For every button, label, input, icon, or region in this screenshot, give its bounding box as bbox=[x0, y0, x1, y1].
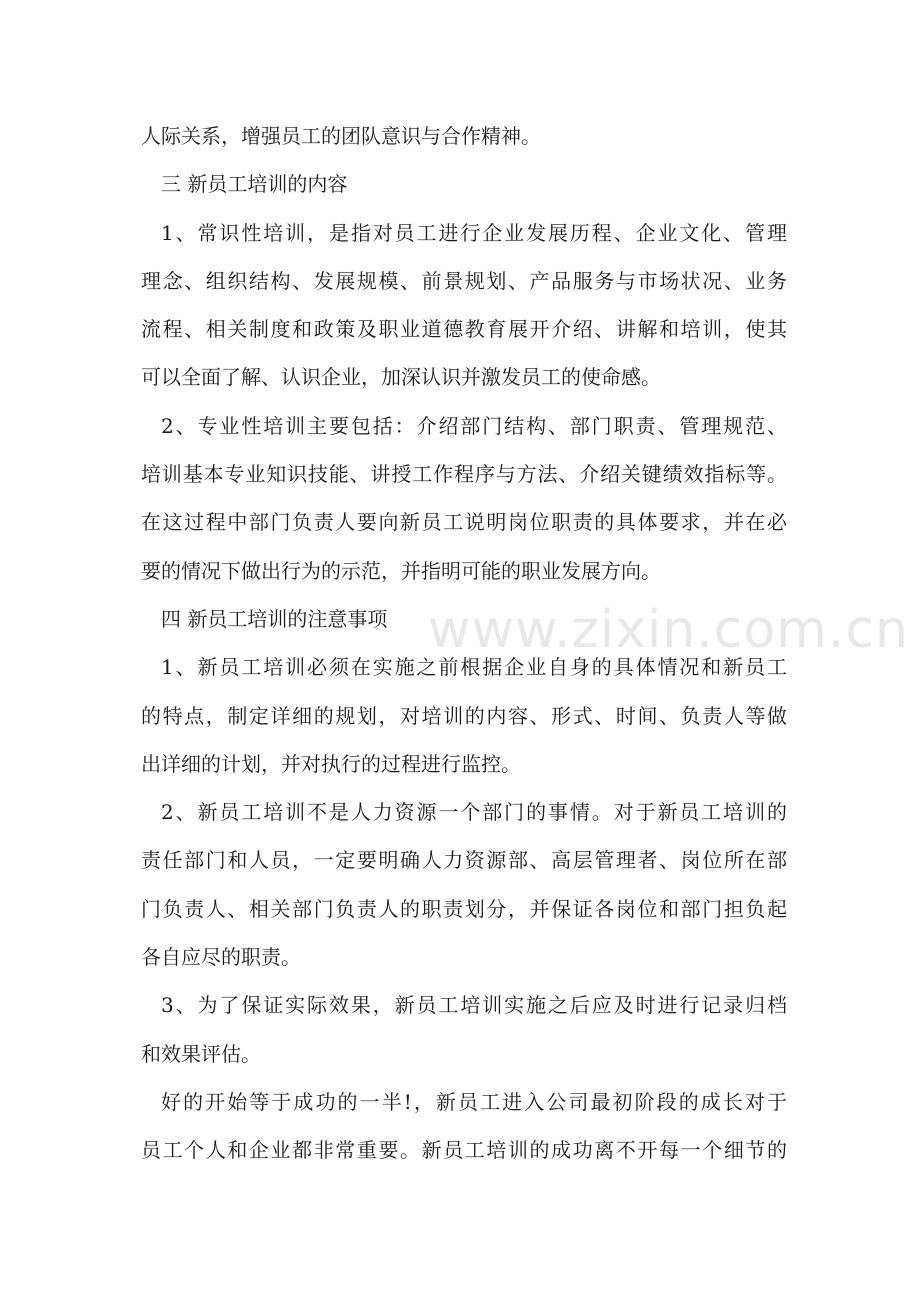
paragraph-line: 理念、组织结构、发展规模、前景规划、产品服务与市场状况、业务 bbox=[141, 268, 787, 293]
document-body bbox=[141, 112, 787, 1175]
paragraph-line: 人际关系，增强员工的团队意识与合作精神。 bbox=[141, 124, 541, 148]
section-heading-content: 三 新员工培训的内容 bbox=[161, 172, 348, 197]
paragraph-line: 员工个人和企业都非常重要。新员工培训的成功离不开每一个细节的 bbox=[141, 1138, 787, 1163]
paragraph-line: 2、新员工培训不是人力资源一个部门的事情。对于新员工培训的 bbox=[161, 800, 787, 825]
paragraph-line: 在这过程中部门负责人要向新员工说明岗位职责的具体要求，并在必 bbox=[141, 510, 787, 535]
paragraph-line: 流程、相关制度和政策及职业道德教育展开介绍、讲解和培训，使其 bbox=[141, 317, 787, 342]
paragraph-line: 的特点，制定详细的规划，对培训的内容、形式、时间、负责人等做 bbox=[141, 703, 787, 728]
paragraph-line: 各自应尽的职责。 bbox=[141, 945, 301, 970]
paragraph-line: 和效果评估。 bbox=[141, 1041, 261, 1066]
paragraph-line: 要的情况下做出行为的示范，并指明可能的职业发展方向。 bbox=[141, 558, 661, 583]
site-watermark: www.zixin.com.cn bbox=[428, 600, 909, 660]
paragraph-line: 1、常识性培训，是指对员工进行企业发展历程、企业文化、管理 bbox=[161, 220, 787, 245]
paragraph-line: 2、专业性培训主要包括：介绍部门结构、部门职责、管理规范、 bbox=[161, 413, 787, 438]
paragraph-line: 1、新员工培训必须在实施之前根据企业自身的具体情况和新员工 bbox=[161, 655, 787, 680]
paragraph-line: 责任部门和人员，一定要明确人力资源部、高层管理者、岗位所在部 bbox=[141, 848, 787, 873]
paragraph-line: 3、为了保证实际效果，新员工培训实施之后应及时进行记录归档 bbox=[161, 993, 787, 1018]
paragraph-line: 出详细的计划，并对执行的过程进行监控。 bbox=[141, 751, 521, 776]
paragraph-line: 可以全面了解、认识企业，加深认识并激发员工的使命感。 bbox=[141, 365, 661, 390]
paragraph-line: 培训基本专业知识技能、讲授工作程序与方法、介绍关键绩效指标等。 bbox=[141, 462, 787, 487]
paragraph-line: 门负责人、相关部门负责人的职责划分，并保证各岗位和部门担负起 bbox=[141, 896, 787, 921]
paragraph-line: 好的开始等于成功的一半!，新员工进入公司最初阶段的成长对于 bbox=[161, 1089, 787, 1114]
section-heading-notes: 四 新员工培训的注意事项 bbox=[161, 606, 388, 631]
